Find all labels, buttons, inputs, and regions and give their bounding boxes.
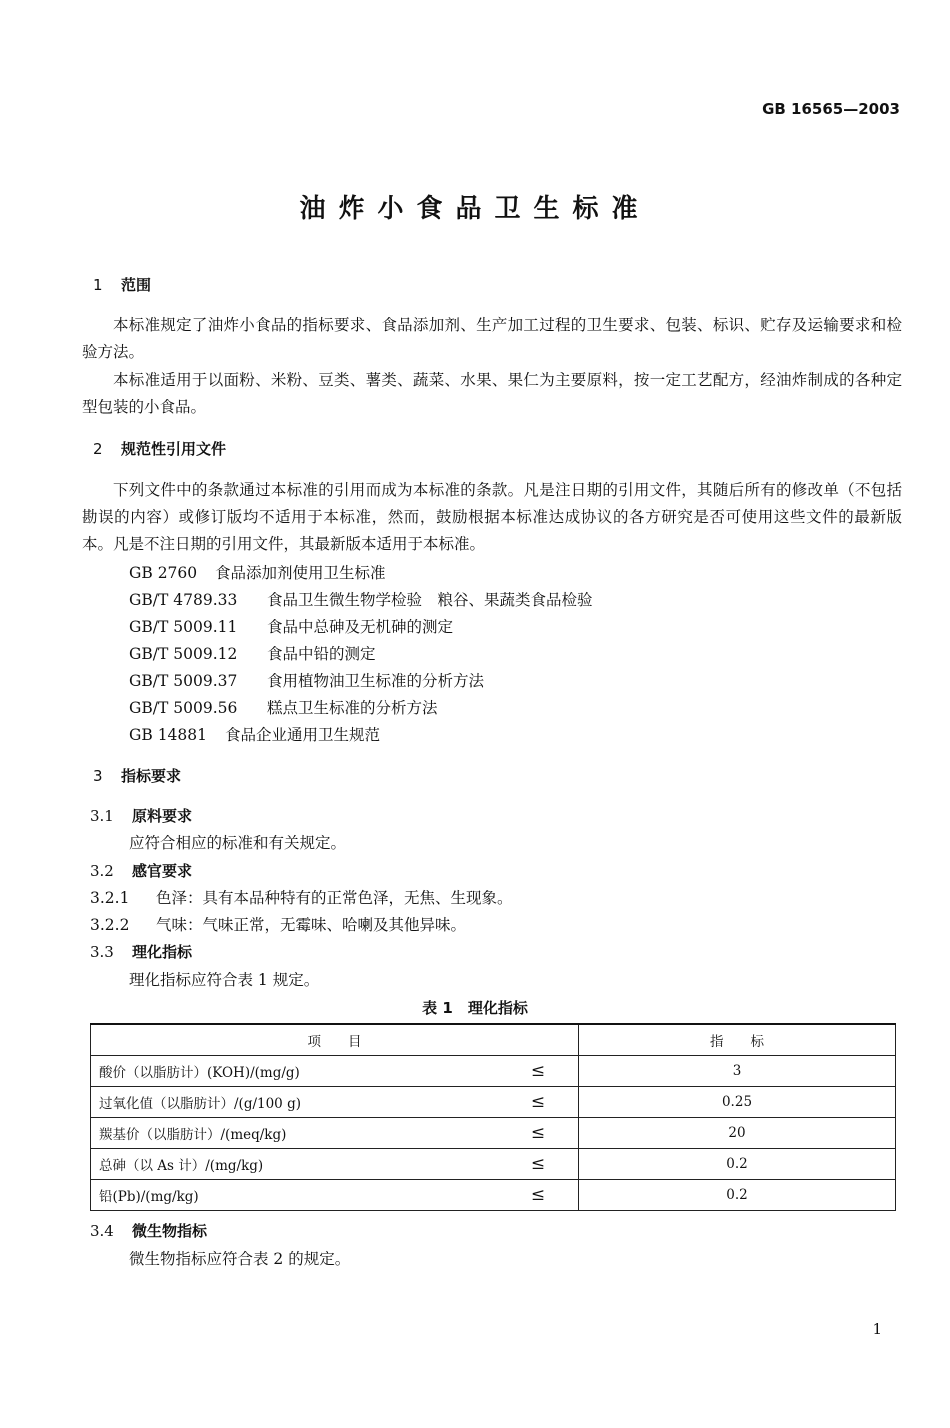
table-row (91, 1118, 896, 1149)
reference-title: 食品卫生微生物学检验 粮谷、果蔬类食品检验 (267, 591, 593, 609)
reference-item (129, 723, 380, 745)
subsection-title: 感官要求 (132, 862, 193, 880)
row-relation: ≤ (498, 1087, 579, 1118)
standard-code: GB 16565—2003 (762, 100, 900, 118)
clause-number: 3.2.1 (90, 889, 130, 907)
reference-code: GB 14881 (129, 726, 208, 744)
section-1-heading (93, 274, 151, 295)
reference-item (129, 615, 453, 637)
subsection-3-3-text: 理化指标应符合表 1 规定。 (129, 971, 320, 989)
section-1-paragraph-2: 本标准适用于以面粉、米粉、豆类、薯类、蔬菜、水果、果仁为主要原料，按一定工艺配方，经油炸制成的各种定型包装的小食品。 (82, 371, 902, 416)
row-relation: ≤ (498, 1180, 579, 1211)
header-value: 指 标 (579, 1024, 896, 1056)
subsection-3-4-heading (90, 1220, 207, 1241)
section-3-heading (93, 765, 181, 786)
table-1-caption: 表 1 理化指标 (422, 999, 528, 1017)
clause-number: 3.2.2 (90, 916, 130, 934)
subsection-title: 理化指标 (132, 943, 193, 961)
clause-3-2-2 (90, 913, 466, 935)
subsection-title: 微生物指标 (132, 1222, 208, 1240)
row-item: 酸价（以脂肪计）(KOH)/(mg/g) (91, 1056, 499, 1087)
subsection-title: 原料要求 (132, 807, 193, 825)
reference-title: 食品企业通用卫生规范 (225, 726, 381, 744)
row-item: 过氧化值（以脂肪计）/(g/100 g) (91, 1087, 499, 1118)
section-1-paragraph-1: 本标准规定了油炸小食品的指标要求、食品添加剂、生产加工过程的卫生要求、包装、标识、贮存及运输要求和检验方法。 (82, 316, 902, 361)
section-number: 3 (93, 767, 103, 785)
row-value: 3 (579, 1056, 896, 1087)
reference-title: 食品添加剂使用卫生标准 (215, 564, 386, 582)
row-item: 总砷（以 As 计）/(mg/kg) (91, 1149, 499, 1180)
header-item: 项 目 (91, 1024, 579, 1056)
reference-code: GB/T 5009.12 (129, 645, 238, 663)
row-relation: ≤ (498, 1118, 579, 1149)
row-item: 铅(Pb)/(mg/kg) (91, 1180, 499, 1211)
reference-title: 食品中铅的测定 (267, 645, 376, 663)
page-number: 1 (872, 1320, 882, 1338)
section-number: 1 (93, 276, 103, 294)
subsection-number: 3.2 (90, 862, 114, 880)
section-2-heading (93, 438, 226, 459)
reference-item (129, 588, 593, 610)
row-value: 20 (579, 1118, 896, 1149)
clause-text: 色泽：具有本品种特有的正常色泽，无焦、生现象。 (156, 889, 513, 907)
reference-item (129, 669, 484, 691)
reference-code: GB/T 5009.37 (129, 672, 238, 690)
table-header-row (91, 1024, 896, 1056)
section-number: 2 (93, 440, 103, 458)
table-row (91, 1180, 896, 1211)
reference-item (129, 642, 376, 664)
row-item: 羰基价（以脂肪计）/(meq/kg) (91, 1118, 499, 1149)
subsection-number: 3.3 (90, 943, 114, 961)
subsection-number: 3.4 (90, 1222, 114, 1240)
row-relation: ≤ (498, 1056, 579, 1087)
subsection-3-1-heading (90, 805, 192, 826)
reference-code: GB/T 5009.11 (129, 618, 238, 636)
reference-code: GB/T 4789.33 (129, 591, 238, 609)
reference-title: 食品中总砷及无机砷的测定 (267, 618, 454, 636)
table-1-physicochemical (90, 1023, 896, 1211)
reference-code: GB 2760 (129, 564, 198, 582)
table-row (91, 1087, 896, 1118)
row-relation: ≤ (498, 1149, 579, 1180)
table-row (91, 1149, 896, 1180)
clause-text: 气味：气味正常，无霉味、哈喇及其他异味。 (156, 916, 467, 934)
section-title: 规范性引用文件 (121, 440, 227, 458)
section-title: 范围 (121, 276, 152, 294)
reference-title: 糕点卫生标准的分析方法 (267, 699, 438, 717)
document-title: 油炸小食品卫生标准 (299, 194, 651, 224)
reference-title: 食用植物油卫生标准的分析方法 (267, 672, 485, 690)
reference-item (129, 561, 386, 583)
section-title: 指标要求 (121, 767, 182, 785)
row-value: 0.2 (579, 1180, 896, 1211)
subsection-3-1-text: 应符合相应的标准和有关规定。 (129, 834, 347, 852)
subsection-3-4-text: 微生物指标应符合表 2 的规定。 (129, 1250, 351, 1268)
subsection-3-2-heading (90, 860, 192, 881)
reference-code: GB/T 5009.56 (129, 699, 238, 717)
clause-3-2-1 (90, 886, 513, 908)
reference-item (129, 696, 438, 718)
row-value: 0.25 (579, 1087, 896, 1118)
table-row (91, 1056, 896, 1087)
row-value: 0.2 (579, 1149, 896, 1180)
subsection-number: 3.1 (90, 807, 114, 825)
subsection-3-3-heading (90, 941, 192, 962)
section-2-paragraph: 下列文件中的条款通过本标准的引用而成为本标准的条款。凡是注日期的引用文件，其随后所有的修改单（不包括勘误的内容）或修订版均不适用于本标准，然而，鼓励根据本标准达成协议的各方研究是否可使用这些文件的最新版本。凡是不注日期的引用文件，其最新版本适用于本标准。 (82, 481, 902, 553)
